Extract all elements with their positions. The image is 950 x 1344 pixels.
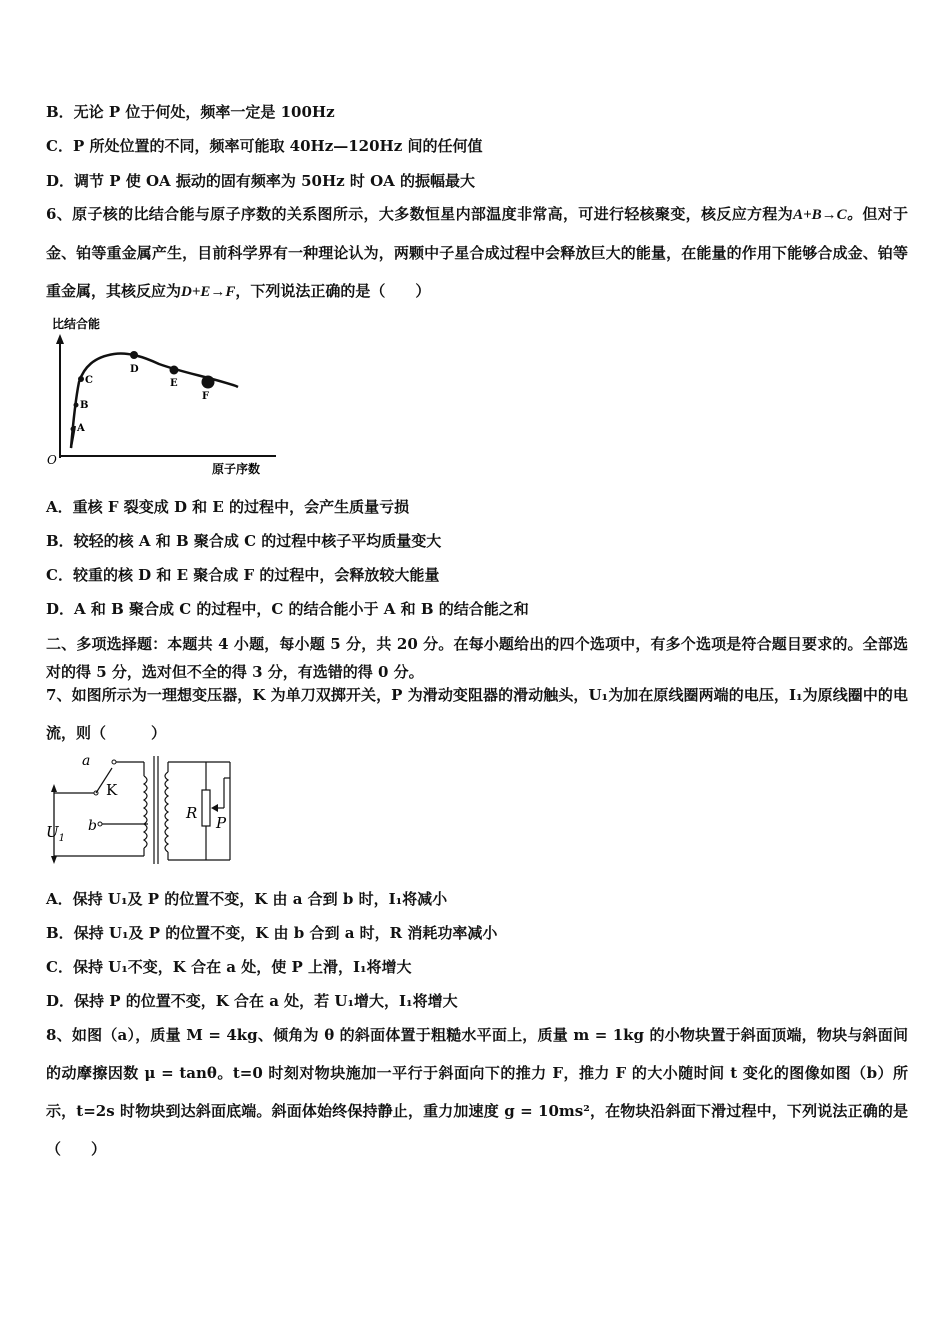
terminal-a-label: a [82, 753, 91, 769]
chart-origin: O [47, 453, 57, 467]
chart-label-d: D [130, 364, 139, 375]
transformer-circuit [44, 748, 244, 868]
q6-stem: 6、原子核的比结合能与原子序数的关系图所示，大多数恒星内部温度非常高，可进行轻核聚变，核反应方程为A+B→C。但对于金、铂等重金属产生，目前科学界有一种理论认为，两颗中子星合成过程中会释放巨大的能量，在能量的作用下能够合成金、铂等重金属，其核反应为D+E→F，下列说法正确的是（ ） [46, 205, 908, 300]
resistor-r-label: R [186, 804, 198, 822]
chart-label-f: F [202, 391, 210, 402]
chart-point-d [130, 351, 138, 359]
chart-label-b: B [80, 400, 89, 411]
switch-k-label: K [106, 781, 118, 799]
chart-point-c [78, 376, 84, 382]
chart-point-b [74, 403, 79, 408]
q6-option-c: C．较重的核 D 和 E 聚合成 F 的过程中，会释放较大能量 [46, 566, 440, 584]
terminal-b-label: b [88, 818, 97, 834]
slider-p-label: P [216, 814, 227, 832]
chart-point-a [71, 427, 76, 432]
q5-option-d: D．调节 P 使 OA 振动的固有频率为 50Hz 时 OA 的振幅最大 [46, 172, 476, 190]
q7-stem: 7、如图所示为一理想变压器，K 为单刀双掷开关，P 为滑动变阻器的滑动触头，U₁为加在原线圈两端的电压，I₁为原线圈中的电流，则（ ） [46, 686, 908, 742]
binding-energy-chart [44, 312, 284, 482]
q5-option-c: C．P 所处位置的不同，频率可能取 40Hz—120Hz 间的任何值 [46, 137, 483, 155]
chart-xlabel: 原子序数 [212, 462, 261, 476]
q6-option-a: A．重核 F 裂变成 D 和 E 的过程中，会产生质量亏损 [46, 498, 410, 516]
q7-option-b: B．保持 U₁及 P 的位置不变，K 由 b 合到 a 时，R 消耗功率减小 [46, 924, 498, 942]
q7-option-a: A．保持 U₁及 P 的位置不变，K 由 a 合到 b 时，I₁将减小 [46, 890, 448, 908]
q6-option-b: B．较轻的核 A 和 B 聚合成 C 的过程中核子平均质量变大 [46, 532, 442, 550]
q7-option-d: D．保持 P 的位置不变，K 合在 a 处，若 U₁增大，I₁将增大 [46, 992, 458, 1010]
chart-label-a: A [77, 423, 85, 434]
q5-option-b: B．无论 P 位于何处，频率一定是 100Hz [46, 103, 335, 121]
chart-point-e [170, 366, 179, 375]
u1-label: $U_1$ [46, 823, 66, 844]
q8-stem: 8、如图（a），质量 M = 4kg、倾角为 θ 的斜面体置于粗糙水平面上，质量 m = 1kg 的小物块置于斜面顶端，物块与斜面间的动摩擦因数 μ = tanθ。t=0 时刻对物块施加一平行于斜面向下的推力 F，推力 F 的大小随时间 t 变化的图像如图（b）所示，t=2s 时物块到达斜面底端。斜面体始终保持静止，重力加速度 g = 10ms²，在物块沿斜面下滑过程中，下列说法正确的是（ ） [46, 1026, 908, 1158]
chart-label-e: E [170, 378, 178, 389]
chart-ylabel: 比结合能 [52, 317, 101, 331]
q7-option-c: C．保持 U₁不变，K 合在 a 处，使 P 上滑，I₁将增大 [46, 958, 412, 976]
rheostat-r [202, 790, 210, 826]
section2-heading: 二、多项选择题：本题共 4 小题，每小题 5 分，共 20 分。在每小题给出的四个选项中，有多个选项是符合题目要求的。全部选对的得 5 分，选对但不全的得 3 分，有选错的得 0 分。 [46, 635, 908, 681]
chart-label-c: C [85, 375, 93, 386]
chart-point-f [202, 376, 215, 389]
q6-option-d: D．A 和 B 聚合成 C 的过程中，C 的结合能小于 A 和 B 的结合能之和 [46, 600, 529, 618]
